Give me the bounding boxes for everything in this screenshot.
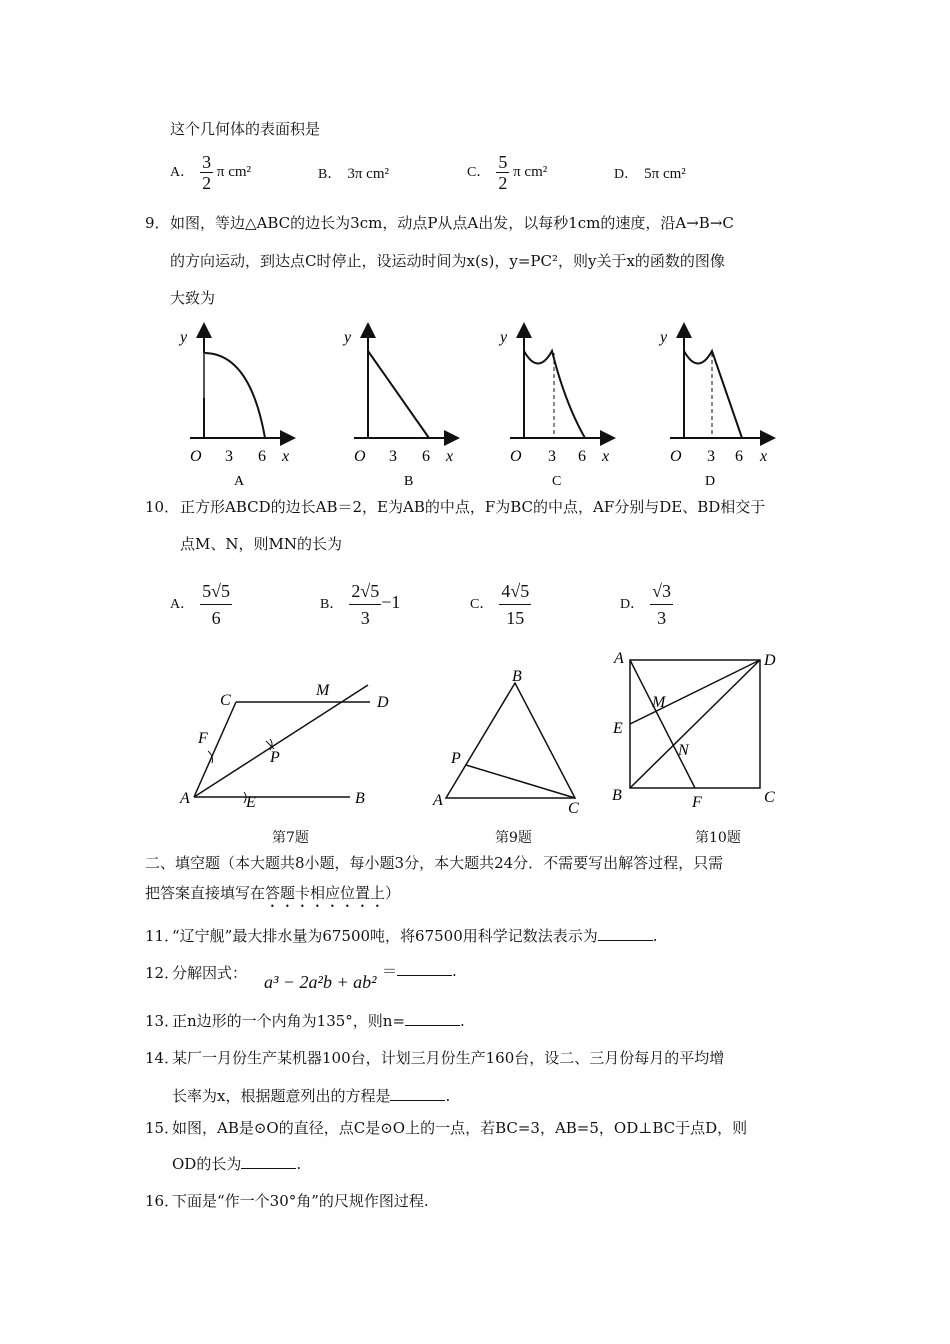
point-label: E — [246, 794, 256, 811]
option-text: 5π cm² — [644, 166, 686, 182]
figure-7 — [179, 682, 389, 811]
q8-option-d — [614, 163, 686, 183]
point-label: A — [180, 790, 190, 807]
option-label: A． — [170, 596, 195, 612]
q11-text — [172, 925, 658, 946]
point-label: C — [568, 800, 579, 817]
curve — [368, 351, 429, 438]
q12-answer — [382, 960, 457, 981]
option-label: C． — [470, 596, 494, 612]
point-label: D — [764, 652, 776, 669]
q9-graphs — [170, 318, 790, 493]
option-label: A． — [170, 164, 195, 180]
figure-9-caption: 第9题 — [495, 830, 532, 846]
q13-text — [172, 1010, 465, 1031]
tick-label: 6 — [422, 448, 430, 465]
point-label: D — [377, 694, 389, 711]
point-label: C — [220, 692, 231, 709]
option-rest: π cm² — [216, 163, 252, 180]
tick-label: 3 — [225, 448, 233, 465]
point-label: N — [678, 742, 689, 759]
point-label: B — [355, 790, 365, 807]
q12-text — [172, 962, 247, 983]
q14-line1: 某厂一月份生产某机器100台，计划三月份生产160台，设二、三月份每月的平均增 — [172, 1049, 725, 1067]
q9-line1: 如图，等边△ABC的边长为3cm，动点P从点A出发，以每秒1cm的速度，沿A→B→C — [170, 214, 734, 232]
q9-line2: 的方向运动，到达点C时停止，设运动时间为x(s)，y=PC²，则y关于x的函数的图像 — [170, 252, 725, 270]
point-label: C — [764, 789, 775, 806]
origin-label: O — [190, 448, 202, 465]
q15-number: 15． — [145, 1119, 180, 1137]
q10-line1: 正方形ABCD的边长AB＝2，E为AB的中点，F为BC的中点，AF分别与DE、BD相交于 — [180, 498, 766, 516]
q8-option-c — [467, 152, 547, 193]
fraction — [349, 578, 381, 631]
tick-label: 6 — [258, 448, 266, 465]
origin-label: O — [670, 448, 682, 465]
section2-heading: 二、填空题（本大题共8小题，每小题3分，本大题共24分．不需要写出解答过程，只需 — [145, 854, 724, 872]
x-axis-label: x — [760, 448, 768, 465]
y-axis-label: y — [500, 329, 508, 346]
denominator: 15 — [506, 608, 525, 628]
graph-caption: B — [404, 474, 414, 489]
point-label: M — [316, 682, 330, 699]
denominator: 6 — [211, 608, 221, 628]
curve — [524, 351, 587, 438]
q8-stem: 这个几何体的表面积是 — [170, 120, 321, 138]
graph-caption: C — [552, 474, 562, 489]
figures — [170, 645, 790, 820]
text: . — [460, 1012, 465, 1030]
q10-line2: 点M、N，则MN的长为 — [180, 535, 342, 553]
x-axis-label: x — [602, 448, 610, 465]
point-label: A — [433, 792, 443, 809]
graph-b — [354, 326, 456, 438]
x-axis-label: x — [446, 448, 454, 465]
text: 正n边形的一个内角为135°，则n= — [172, 1012, 406, 1030]
text: . — [296, 1155, 302, 1173]
y-axis-label: y — [180, 329, 188, 346]
denominator: 3 — [360, 608, 370, 628]
numerator: 5√5 — [200, 578, 232, 605]
text: 长率为x，根据题意列出的方程是 — [172, 1087, 391, 1105]
graph-c — [510, 326, 612, 438]
text: OD的长为 — [172, 1155, 242, 1173]
q15-line1: 如图，AB是⊙O的直径，点C是⊙O上的一点，若BC=3，AB=5，OD⊥BC于点D，则 — [172, 1119, 748, 1137]
q13-number: 13． — [145, 1012, 180, 1030]
denominator: 2 — [498, 173, 508, 193]
fraction — [200, 152, 213, 193]
fraction — [200, 578, 232, 631]
option-label: C． — [467, 164, 491, 180]
point-label: P — [270, 749, 280, 766]
text: . — [445, 1087, 451, 1105]
point-label: B — [612, 787, 622, 804]
option-rest: π cm² — [513, 163, 548, 180]
tick-label: 3 — [389, 448, 397, 465]
point-label: A — [614, 650, 624, 667]
denominator: 3 — [657, 608, 667, 628]
y-axis-label: y — [344, 329, 352, 346]
option-rest: −1 — [381, 591, 401, 612]
q16-text: 下面是“作一个30°角”的尺规作图过程. — [172, 1192, 429, 1210]
q10-option-a — [170, 578, 232, 631]
fraction — [650, 578, 673, 631]
q16-number: 16． — [145, 1192, 180, 1210]
graph-caption: D — [705, 474, 716, 489]
tick-label: 6 — [735, 448, 743, 465]
q10-number: 10． — [145, 498, 180, 516]
figure-9 — [432, 668, 579, 817]
numerator: 3 — [202, 152, 212, 172]
text: “辽宁舰”最大排水量为67500吨，将67500用科学记数法表示为 — [172, 927, 598, 945]
point-label: B — [512, 668, 522, 685]
figure-10-caption: 第10题 — [695, 830, 741, 846]
option-label: B． — [318, 167, 342, 182]
q14-line2 — [172, 1085, 450, 1106]
numerator: 2√5 — [349, 578, 381, 605]
q10-option-b — [320, 578, 400, 631]
q14-number: 14． — [145, 1049, 180, 1067]
graph-caption: A — [234, 474, 245, 489]
point-label: F — [198, 730, 208, 747]
equals: ＝ — [382, 962, 398, 980]
option-text: 3π cm² — [347, 166, 389, 182]
tick-label: 3 — [707, 448, 715, 465]
section2-line2 — [145, 882, 400, 911]
text: . — [652, 927, 658, 945]
q10-option-d — [620, 578, 673, 631]
q12-number: 12． — [145, 964, 180, 982]
point-label: E — [613, 720, 623, 737]
q15-line2 — [172, 1153, 301, 1174]
point-label: M — [652, 694, 666, 711]
text: 把答案直接填写在 — [145, 884, 266, 902]
origin-label: O — [510, 448, 522, 465]
option-label: B． — [320, 596, 344, 612]
fraction — [499, 578, 531, 631]
answer-blank[interactable] — [598, 926, 653, 941]
point-label: P — [451, 750, 461, 767]
tick-label: 6 — [578, 448, 586, 465]
y-axis-label: y — [660, 329, 668, 346]
answer-blank[interactable] — [390, 1086, 445, 1101]
curve — [204, 353, 265, 438]
q9-number: 9． — [145, 214, 170, 232]
answer-blank[interactable] — [397, 961, 452, 976]
origin-label: O — [354, 448, 366, 465]
answer-blank[interactable] — [405, 1011, 460, 1026]
q9-line3: 大致为 — [170, 289, 216, 307]
graph-d — [670, 326, 772, 438]
figure-7-caption: 第7题 — [272, 830, 309, 846]
fraction — [496, 152, 509, 193]
option-label: D． — [614, 167, 639, 182]
q11-number: 11． — [145, 927, 180, 945]
text: 分解因式： — [172, 964, 248, 982]
q12-expression: a³ − 2a²b + ab² — [264, 972, 377, 992]
q8-option-b — [318, 163, 389, 183]
text: ） — [385, 884, 401, 902]
tick-label: 3 — [548, 448, 556, 465]
emphasized-text: 答题卡相应位置上 — [265, 884, 386, 902]
numerator: √3 — [650, 578, 673, 605]
numerator: 5 — [498, 152, 508, 172]
answer-blank[interactable] — [241, 1154, 296, 1169]
numerator: 4√5 — [499, 578, 531, 605]
curve — [684, 351, 742, 438]
q8-option-a — [170, 152, 251, 193]
graph-a — [190, 326, 292, 438]
option-label: D． — [620, 596, 645, 612]
denominator: 2 — [202, 173, 212, 193]
q10-option-c — [470, 578, 531, 631]
x-axis-label: x — [282, 448, 290, 465]
figure-10 — [612, 650, 776, 811]
point-label: F — [692, 794, 702, 811]
text: . — [452, 962, 457, 980]
